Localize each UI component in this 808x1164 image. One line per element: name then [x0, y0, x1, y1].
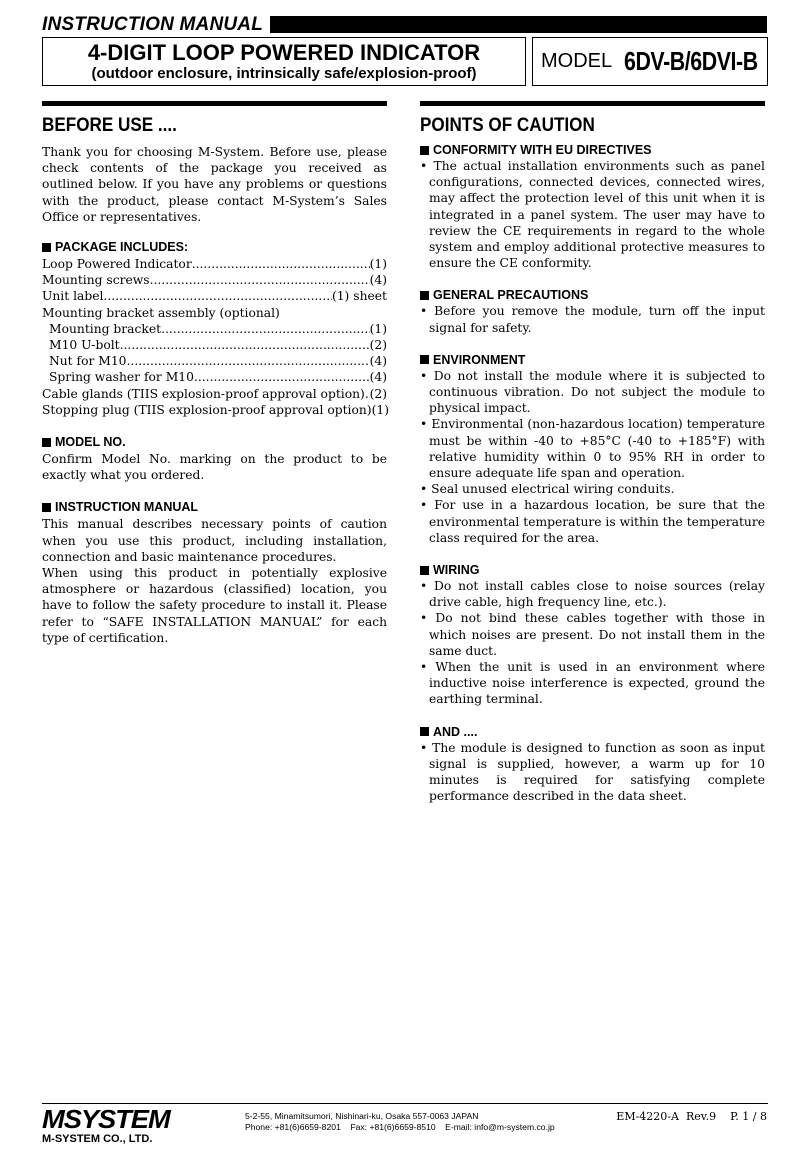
package-item: Mounting bracket ..... (1)	[42, 321, 387, 337]
list-item: • Environmental (non-hazardous location) temperature must be within -40 to +85°C (-40 to +185°F) with relative humidity within 0 to 95% RH in order to ensure adequate life span and operation.	[420, 416, 765, 481]
eu-list	[420, 158, 765, 271]
company-name: M-SYSTEM CO., LTD.	[42, 1133, 153, 1145]
square-bullet-icon	[420, 566, 429, 575]
and-list	[420, 740, 765, 805]
square-bullet-icon	[420, 355, 429, 364]
package-item: M10 U-bolt ..... (2)	[42, 337, 387, 353]
points-of-caution-heading: POINTS OF CAUTION	[420, 115, 595, 136]
package-heading: PACKAGE INCLUDES:	[42, 239, 387, 255]
title-box	[42, 37, 526, 86]
package-item: Unit label ..... (1) sheet	[42, 288, 387, 304]
before-use-heading: BEFORE USE ....	[42, 115, 177, 136]
list-item: • Before you remove the module, turn off the input signal for safety.	[420, 303, 765, 335]
left-column	[42, 101, 390, 646]
square-bullet-icon	[42, 243, 51, 252]
square-bullet-icon	[420, 727, 429, 736]
model-label: MODEL	[541, 50, 613, 72]
general-heading: GENERAL PRECAUTIONS	[420, 287, 765, 303]
package-list	[42, 256, 390, 418]
model-no-heading: MODEL NO.	[42, 434, 387, 450]
and-heading: AND ....	[420, 724, 765, 740]
square-bullet-icon	[420, 146, 429, 155]
section-rule	[420, 101, 765, 106]
contact-line: Phone: +81(6)6659-8201 Fax: +81(6)6659-8510 E-mail: info@m-system.co.jp	[245, 1122, 555, 1132]
environment-list	[420, 368, 765, 546]
package-item: Mounting bracket assembly (optional)	[42, 305, 280, 320]
package-item: Loop Powered Indicator ..... (1)	[42, 256, 387, 272]
square-bullet-icon	[42, 438, 51, 447]
wiring-list	[420, 578, 765, 708]
model-number: 6DV-B/6DVI-B	[624, 46, 758, 76]
package-item: Mounting screws ..... (4)	[42, 272, 387, 288]
intro-text: Thank you for choosing M-System. Before use, please check contents of the package you received as outlined below. If you have any problems or questions with the product, please contact M-System’s Sales Office or representatives.	[42, 145, 387, 224]
package-item: Stopping plug (TIIS explosion-proof approval option) (1)	[42, 402, 390, 417]
package-item: Cable glands (TIIS explosion-proof approval option) ..... (2)	[42, 386, 387, 402]
section-rule	[42, 101, 387, 106]
list-item: • Do not install cables close to noise sources (relay drive cable, high frequency line, etc.).	[420, 578, 765, 610]
manual-text-2: When using this product in potentially explosive atmosphere or hazardous (classified) location, you have to follow the safety procedure to install it. Please refer to “SAFE INSTALLATION MANUAL” for each type of certification.	[42, 566, 387, 645]
manual-text-1: This manual describes necessary points of caution when you use this product, including installation, connection and basic maintenance procedures.	[42, 517, 387, 564]
address-line: 5-2-55, Minamitsumori, Nishinari-ku, Osaka 557-0063 JAPAN	[245, 1111, 479, 1121]
list-item: • Do not bind these cables together with those in which noises are present. Do not install them in the same duct.	[420, 610, 765, 659]
model-box	[532, 37, 768, 86]
general-list	[420, 303, 765, 335]
environment-heading: ENVIRONMENT	[420, 352, 765, 368]
list-item: • Seal unused electrical wiring conduits.	[420, 481, 765, 497]
square-bullet-icon	[420, 291, 429, 300]
eu-heading: CONFORMITY WITH EU DIRECTIVES	[420, 142, 765, 158]
list-item: • For use in a hazardous location, be sure that the environmental temperature is within the temperature class required for the area.	[420, 497, 765, 546]
model-no-text: Confirm Model No. marking on the product to be exactly what you ordered.	[42, 452, 387, 483]
list-item: • When the unit is used in an environment where inductive noise interference is expected, ground the earthing terminal.	[420, 659, 765, 708]
list-item: • Do not install the module where it is subjected to continuous vibration. Do not subject the module to physical impact.	[420, 368, 765, 417]
package-item: Nut for M10 ..... (4)	[42, 353, 387, 369]
list-item: • The actual installation environments such as panel configurations, connected devices, connected wires, may affect the protection level of this unit when it is integrated in a panel system. The user may have to review the CE requirements in regard to the whole system and employ additional protective measures to ensure the CE conformity.	[420, 158, 765, 271]
header-bar	[270, 16, 767, 33]
doc-type-text: INSTRUCTION MANUAL	[42, 14, 264, 35]
square-bullet-icon	[42, 503, 51, 512]
doc-type-heading	[42, 14, 263, 36]
product-title: 4-DIGIT LOOP POWERED INDICATOR	[87, 40, 481, 65]
doc-reference: EM-4220-A Rev.9 P. 1 / 8	[616, 1110, 767, 1123]
right-column	[420, 101, 765, 805]
wiring-heading: WIRING	[420, 562, 765, 578]
package-item: Spring washer for M10 ..... (4)	[42, 369, 387, 385]
manual-heading: INSTRUCTION MANUAL	[42, 499, 387, 515]
product-subtitle: (outdoor enclosure, intrinsically safe/explosion-proof)	[91, 65, 477, 82]
footer-address	[245, 1111, 555, 1133]
msystem-logo: MSYSTEM	[42, 1104, 170, 1134]
list-item: • The module is designed to function as soon as input signal is supplied, however, a warm up for 10 minutes is required for satisfying complete performance described in the data sheet.	[420, 740, 765, 805]
